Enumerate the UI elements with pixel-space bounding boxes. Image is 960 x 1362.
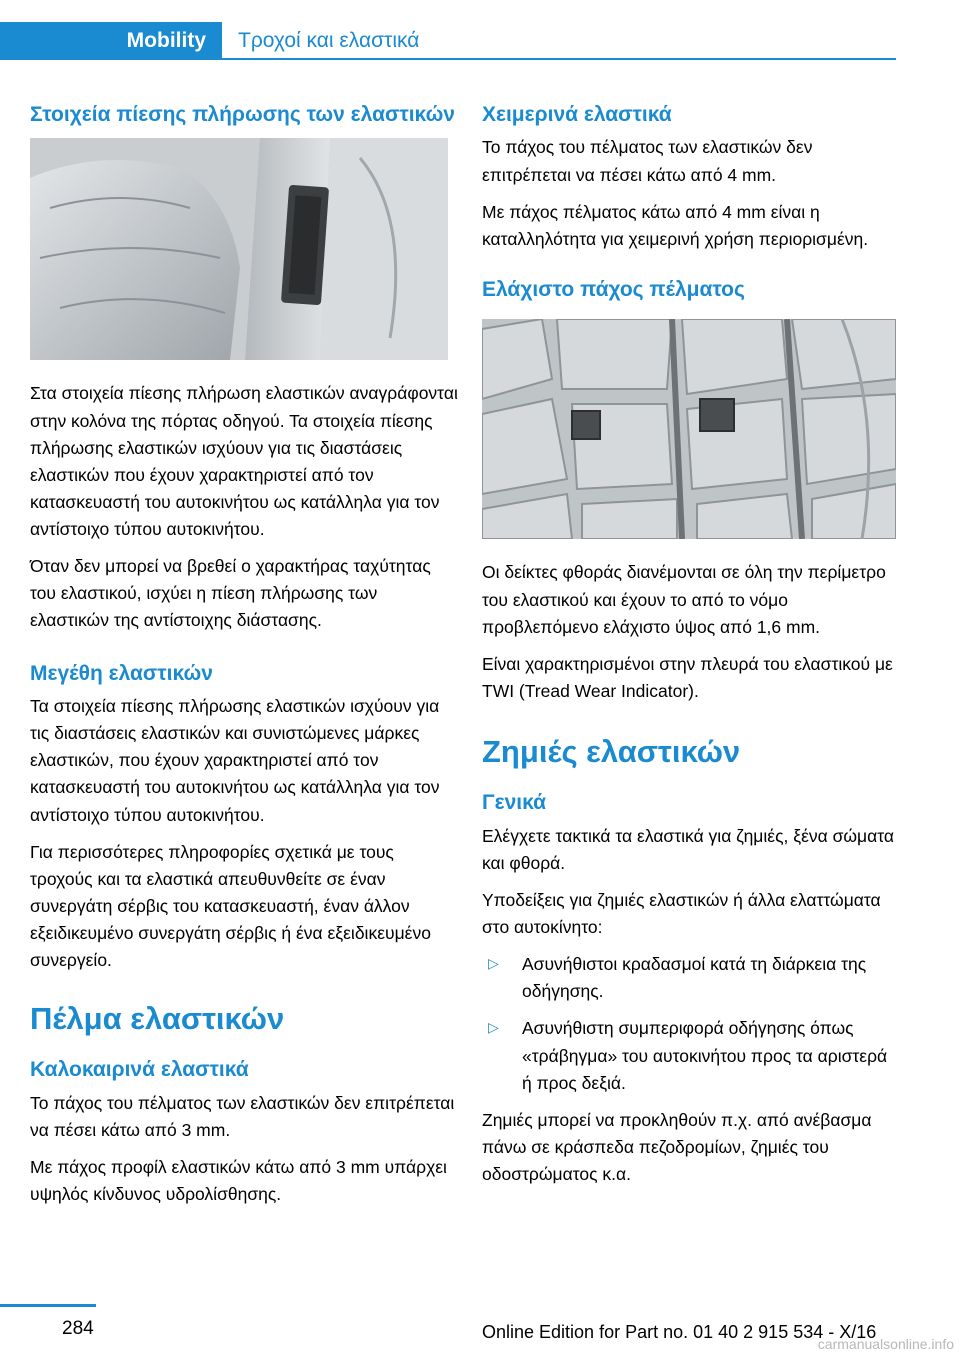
summer-paragraph-1: Το πάχος του πέλματος των ελαστικών δεν επιτρέπεται να πέσει κάτω από 3 mm.	[30, 1092, 455, 1140]
section-tab[interactable]: Τροχοί και ελαστικά	[238, 29, 420, 52]
online-edition: Online Edition for Part no. 01 40 2 915 534 - X/16	[482, 1322, 877, 1342]
damage-paragraph-1: Ελέγχετε τακτικά τα ελαστικά για ζημιές, ξένα σώματα και φθορά.	[482, 825, 895, 873]
pressure-paragraph-2: Όταν δεν μπορεί να βρεθεί ο χαρακτήρας ταχύτητας του ελαστικού, ισχύει η πίεση πλήρωσης των ελαστικών της αντίστοιχης διάστασης.	[30, 556, 431, 631]
triangle-bullet-icon: ▷	[488, 955, 499, 972]
page-header	[0, 0, 960, 60]
winter-paragraph-2: Με πάχος πέλματος κάτω από 4 mm είναι η καταλληλότητα για χειμερινή χρήση περιορισμένη.	[482, 201, 869, 249]
left-column	[30, 100, 458, 1218]
heading-tire-damage: Ζημιές ελαστικών	[482, 734, 741, 769]
damage-paragraph-3: Ζημιές μπορεί να προκληθούν π.χ. από ανέβασμα πάνω σε κράσπεδα πεζοδρομίων, ζημιές του οδοστρώματος κ.α.	[482, 1109, 872, 1184]
heading-tread: Πέλμα ελαστικών	[30, 1001, 285, 1037]
heading-minimum-tread: Ελάχιστο πάχος πέλματος	[482, 277, 745, 301]
indicator-paragraph-2: Είναι χαρακτηρισμένοι στην πλευρά του ελαστικού με TWI (Tread Wear Indicator).	[482, 653, 893, 701]
header-rule	[222, 58, 896, 60]
door-pillar-illustration	[30, 138, 448, 360]
footer-rule	[0, 1304, 96, 1307]
chapter-tab[interactable]: Mobility	[0, 22, 222, 60]
heading-tire-sizes: Μεγέθη ελαστικών	[30, 661, 213, 685]
watermark: carmanualsonline.info	[817, 1336, 954, 1352]
summer-paragraph-2: Με πάχος προφίλ ελαστικών κάτω από 3 mm υπάρχει υψηλός κίνδυνος υδρολίσθησης.	[30, 1157, 447, 1205]
heading-summer-tires: Καλοκαιρινά ελαστικά	[30, 1058, 249, 1082]
page-number: 284	[62, 1318, 94, 1339]
right-column	[482, 100, 896, 1198]
heading-tire-pressure: Στοιχεία πίεσης πλήρωσης των ελαστικών	[30, 103, 455, 126]
sizes-paragraph-2: Για περισσότερες πληροφορίες σχετικά με τους τροχούς και τα ελαστικά απευθυνθείτε σε έναν συνεργάτη σέρβις του κατασκευαστή, έναν άλλον εξειδικευμένο συνεργάτη σέρβις ή ένα εξειδικευμένο συνεργείο.	[30, 841, 431, 971]
damage-paragraph-2: Υποδείξεις για ζημιές ελαστικών ή άλλα ελαττώματα στο αυτοκίνητο:	[482, 889, 881, 937]
indicator-paragraph-1: Οι δείκτες φθοράς διανέμονται σε όλη την περίμετρο του ελαστικού και έχουν το από το νόμο προβλεπόμενο ελάχιστο ύψος από 1,6 mm.	[482, 562, 886, 637]
list-item: ▷ Ασυνήθιστη συμπεριφορά οδήγησης όπως «τράβηγμα» του αυτοκινήτου προς τα αριστερά ή προς δεξιά.	[488, 1018, 888, 1093]
list-item: ▷ Ασυνήθιστοι κραδασμοί κατά τη διάρκεια της οδήγησης.	[488, 954, 867, 1002]
winter-paragraph-1: Το πάχος του πέλματος των ελαστικών δεν επιτρέπεται να πέσει κάτω από 4 mm.	[482, 137, 813, 185]
heading-winter-tires: Χειμερινά ελαστικά	[482, 103, 672, 126]
pressure-paragraph-1: Στα στοιχεία πίεσης πλήρωση ελαστικών αναγράφονται στην κολόνα της πόρτας οδηγού. Τα στοιχεία πίεσης πλήρωσης ελαστικών ισχύουν για τις διαστάσεις ελαστικών που έχουν χαρακτηριστεί από τον κατασκευαστή του αυτοκινήτου ως κατάλληλα για τον αντίστοιχο τύπου αυτοκινήτου.	[30, 383, 458, 540]
tread-wear-indicator-illustration	[482, 319, 896, 539]
triangle-bullet-icon: ▷	[488, 1019, 499, 1036]
heading-general: Γενικά	[482, 791, 547, 815]
sizes-paragraph-1: Τα στοιχεία πίεσης πλήρωσης ελαστικών ισχύουν για τις διαστάσεις ελαστικών και συνιστώμενες μάρκες ελαστικών, που έχουν χαρακτηριστεί από τον κατασκευαστή του αυτοκινήτου ως κατάλληλα για τον αντίστοιχο τύπου αυτοκινήτου.	[30, 696, 440, 825]
damage-list	[482, 951, 896, 1097]
